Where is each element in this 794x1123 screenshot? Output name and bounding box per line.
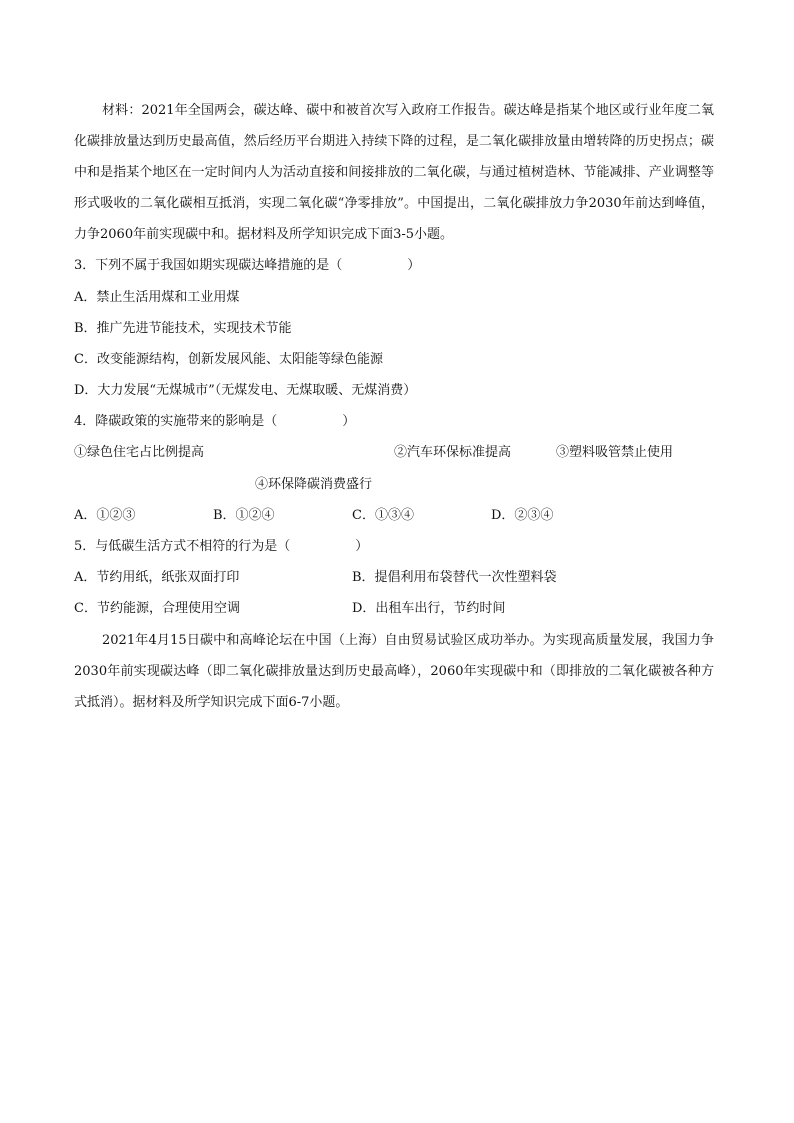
question-4-item-1: ①绿色住宅占比例提高 xyxy=(74,445,205,460)
question-5-option-a: A．节约用纸，纸张双面打印 xyxy=(74,570,240,585)
question-3-stem: 3．下列不属于我国如期实现碳达峰措施的是（ ） xyxy=(74,258,421,273)
question-4-option-a: A．①②③ xyxy=(74,508,136,523)
question-4-item-2: ②汽车环保标准提高 xyxy=(394,445,512,460)
question-3-option-c: C．改变能源结构，创新发展风能、太阳能等绿色能源 xyxy=(74,352,383,367)
material-paragraph-2: 2021年4月15日碳中和高峰论坛在中国（上海）自由贸易试验区成功举办。为实现高质量发展，我国力争2030年前实现碳达峰（即二氧化碳排放量达到历史最高峰），2060年实现碳中和（即排放的二氧化碳被各种方式抵消）。据材料及所学知识完成下面6-7小题。 xyxy=(74,633,714,710)
question-4-option-c: C．①③④ xyxy=(352,508,414,523)
question-3-option-d: D．大力发展“无煤城市”（无煤发电、无煤取暖、无煤消费） xyxy=(74,383,417,398)
question-4-item-4: ④环保降碳消费盛行 xyxy=(255,477,373,492)
question-5-option-c: C．节约能源，合理使用空调 xyxy=(74,601,240,616)
question-5-option-d: D．出租车出行，节约时间 xyxy=(352,601,506,616)
question-4-stem: 4．降碳政策的实施带来的影响是（ ） xyxy=(74,414,356,429)
question-4-item-3: ③塑料吸管禁止使用 xyxy=(556,445,674,460)
question-4-option-b: B．①②④ xyxy=(213,508,275,523)
question-3-option-a: A．禁止生活用煤和工业用煤 xyxy=(74,290,240,305)
material-paragraph-1: 材料：2021年全国两会，碳达峰、碳中和被首次写入政府工作报告。碳达峰是指某个地区或行业年度二氧化碳排放量达到历史最高值，然后经历平台期进入持续下降的过程，是二氧化碳排放量由增转降的历史拐点；碳中和是指某个地区在一定时间内人为活动直接和间接排放的二氧化碳，与通过植树造林、节能减排、产业调整等形式吸收的二氧化碳相互抵消，实现二氧化碳“净零排放”。中国提出，二氧化碳排放力争2030年前达到峰值，力争2060年前实现碳中和。据材料及所学知识完成下面3-5小题。 xyxy=(74,103,714,242)
question-3-option-b: B．推广先进节能技术，实现技术节能 xyxy=(74,321,292,336)
question-5-option-b: B．提倡利用布袋替代一次性塑料袋 xyxy=(352,570,557,585)
question-4-option-d: D．②③④ xyxy=(491,508,554,523)
question-5-stem: 5．与低碳生活方式不相符的行为是（ ） xyxy=(74,539,369,554)
